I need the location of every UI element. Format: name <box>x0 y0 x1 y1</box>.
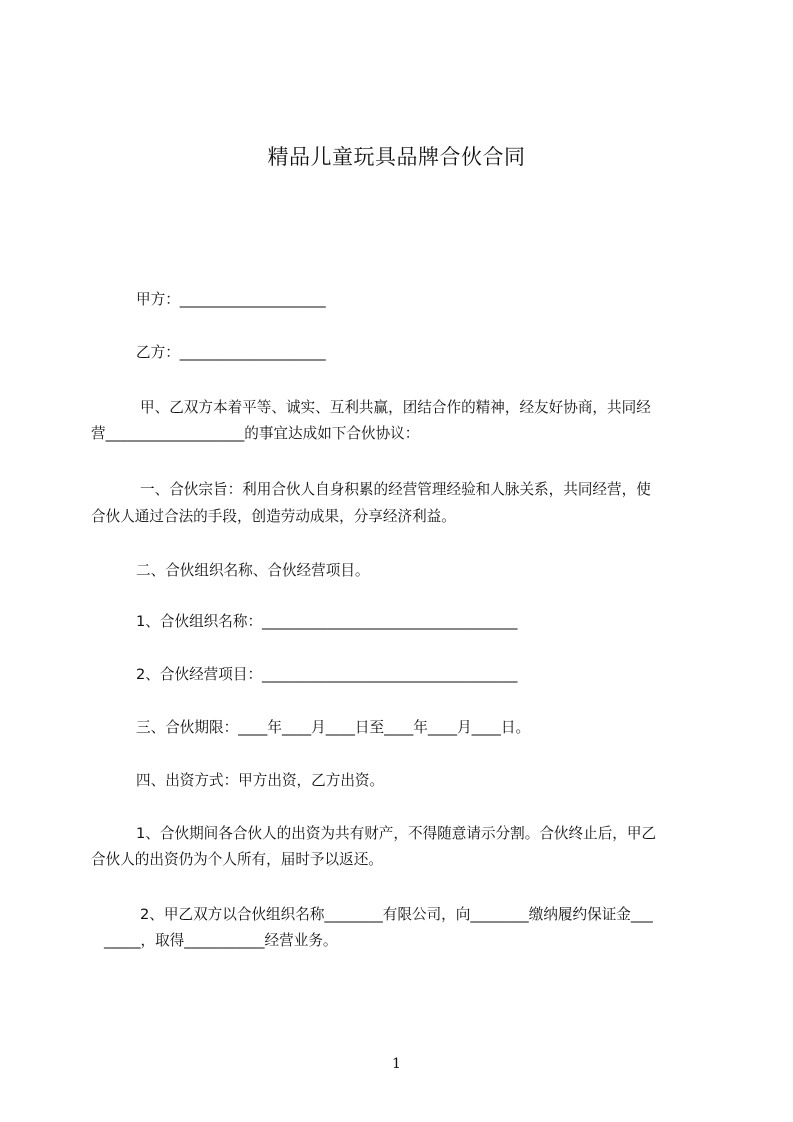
section-1-line-1: 一、合伙宗旨：利用合伙人自身积累的经营管理经验和人脉关系，共同经营，使 <box>140 481 651 498</box>
section-1-line-2: 合伙人通过合法的手段，创造劳动成果，分享经济利益。 <box>91 508 456 525</box>
section-2-item-2: 2、合伙经营项目：___________________________________ <box>136 666 518 683</box>
section-2-item-1: 1、合伙组织名称：___________________________________ <box>136 613 518 630</box>
section-2-heading: 二、合伙组织名称、合伙经营项目。 <box>136 562 370 579</box>
page-number: 1 <box>392 1056 401 1072</box>
section-4-item-2-line-2: _____，取得___________经营业务。 <box>104 932 338 949</box>
section-3-term: 三、合伙期限：____年____月____日至____年____月____日。 <box>136 719 531 736</box>
document-title: 精品儿童玩具品牌合伙合同 <box>267 145 526 169</box>
intro-paragraph-line-2: 营___________________的事宜达成如下合伙协议： <box>91 425 420 442</box>
section-4-heading: 四、出资方式：甲方出资，乙方出资。 <box>136 772 385 789</box>
section-4-item-1-line-2: 合伙人的出资仍为个人所有，届时予以返还。 <box>91 851 383 868</box>
party-a-line: 甲方：____________________ <box>136 291 326 308</box>
section-4-item-2-line-1: 2、甲乙双方以合伙组织名称________有限公司，向________缴纳履约保证金___ <box>140 906 653 923</box>
party-b-line: 乙方：____________________ <box>136 344 326 361</box>
intro-paragraph-line-1: 甲、乙双方本着平等、诚实、互利共赢，团结合作的精神，经友好协商，共同经 <box>140 399 651 416</box>
section-4-item-1-line-1: 1、合伙期间各合伙人的出资为共有财产，不得随意请示分割。合伙终止后，甲乙 <box>136 825 657 842</box>
